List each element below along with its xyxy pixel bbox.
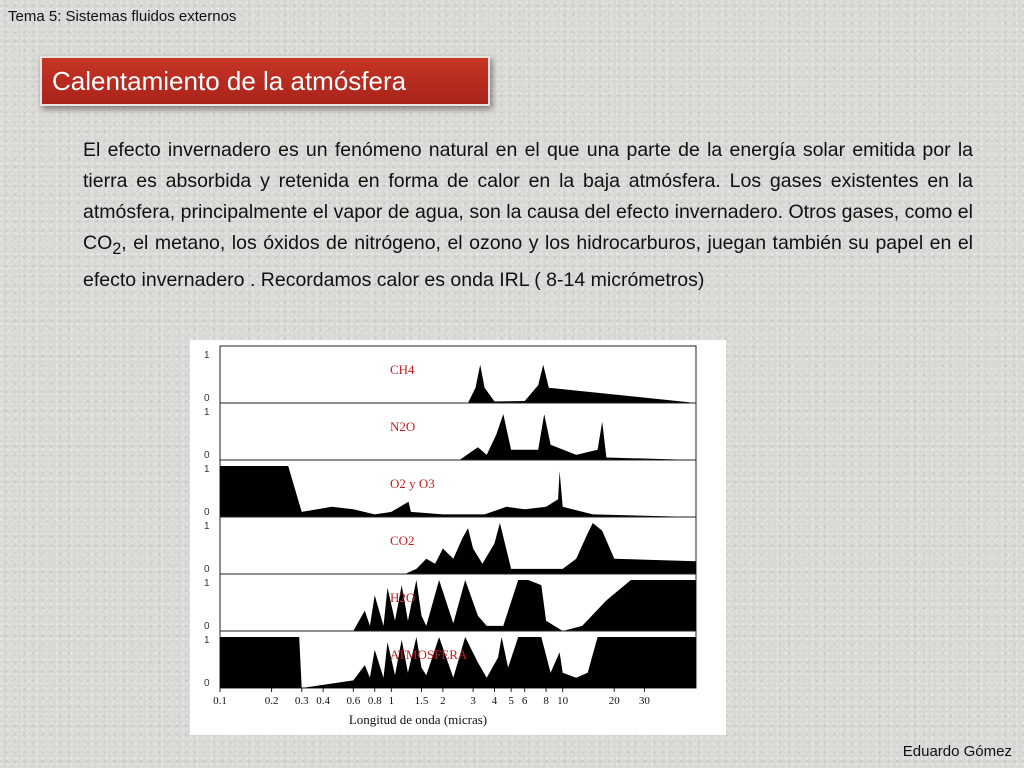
x-tick-label: 8 xyxy=(543,695,549,707)
y-tick-label: 1 xyxy=(204,350,210,361)
series-label-n2o: N2O xyxy=(390,419,416,434)
series-area-n2o xyxy=(220,414,696,460)
x-tick-label: 2 xyxy=(440,695,446,707)
series-label-atmosfera: ATMOSFERA xyxy=(390,647,468,662)
slide-topic: Tema 5: Sistemas fluidos externos xyxy=(8,8,237,25)
series-label-o2-y-o3: O2 y O3 xyxy=(390,476,435,491)
y-tick-label: 1 xyxy=(204,407,210,418)
series-area-co2 xyxy=(220,523,696,574)
panel-frame-n2o xyxy=(220,403,696,460)
y-tick-label: 0 xyxy=(204,507,210,518)
y-tick-label: 1 xyxy=(204,578,210,589)
series-area-atmosfera xyxy=(220,637,696,688)
y-tick-label: 0 xyxy=(204,621,210,632)
y-tick-label: 0 xyxy=(204,393,210,404)
co2-subscript: 2 xyxy=(112,239,122,258)
series-area-o2-y-o3 xyxy=(220,466,696,517)
x-tick-label: 5 xyxy=(508,695,514,707)
y-tick-label: 1 xyxy=(204,464,210,475)
x-tick-label: 1 xyxy=(388,695,395,707)
x-tick-label: 6 xyxy=(521,695,528,707)
x-tick-label: 20 xyxy=(608,695,620,707)
series-area-ch4 xyxy=(220,365,696,403)
x-tick-label: 0.2 xyxy=(264,695,279,707)
y-tick-label: 1 xyxy=(204,635,210,646)
x-tick-label: 1.5 xyxy=(414,695,429,707)
absorption-chart xyxy=(190,340,726,735)
paragraph-text-part1: El efecto invernadero es un fenómeno natural en el que una parte de la energía solar emitida por la tierra es absorbida y retenida en forma de calor en la baja atmósfera. Los gases existentes en la atmósfera, principalmente el vapor de agua, son la causa del efecto invernadero. Otros gases, como el CO xyxy=(83,139,973,254)
x-tick-label: 10 xyxy=(557,695,569,707)
panel-frame-ch4 xyxy=(220,346,696,403)
y-tick-label: 0 xyxy=(204,564,210,575)
x-axis-label: Longitud de onda (micras) xyxy=(348,712,488,727)
x-tick-label: 3 xyxy=(470,695,476,707)
x-tick-label: 30 xyxy=(638,695,650,707)
series-label-co2: CO2 xyxy=(390,533,415,548)
slide-title: Calentamiento de la atmósfera xyxy=(52,65,407,96)
x-tick-label: 0.3 xyxy=(294,695,309,707)
y-tick-label: 1 xyxy=(204,521,210,532)
x-tick-label: 0.6 xyxy=(346,695,361,707)
title-banner xyxy=(40,56,490,106)
paragraph-text-part2: , el metano, los óxidos de nitrógeno, el ozono y los hidrocarburos, juegan también su papel en el efecto invernadero . Recordamos calor es onda IRL ( 8-14 micrómetros) xyxy=(83,232,973,291)
y-tick-label: 0 xyxy=(204,678,210,689)
x-tick-label: 0.8 xyxy=(367,695,382,707)
series-area-h2o xyxy=(220,580,696,631)
author-name: Eduardo Gómez xyxy=(902,743,1012,760)
y-tick-label: 0 xyxy=(204,450,210,461)
x-tick-label: 0.1 xyxy=(213,695,227,707)
x-tick-label: 0.4 xyxy=(316,695,331,707)
series-label-h2o: H2O xyxy=(390,590,416,605)
body-paragraph xyxy=(83,135,973,296)
series-label-ch4: CH4 xyxy=(390,362,415,377)
x-tick-label: 4 xyxy=(491,695,498,707)
absorption-chart-svg xyxy=(190,340,726,735)
